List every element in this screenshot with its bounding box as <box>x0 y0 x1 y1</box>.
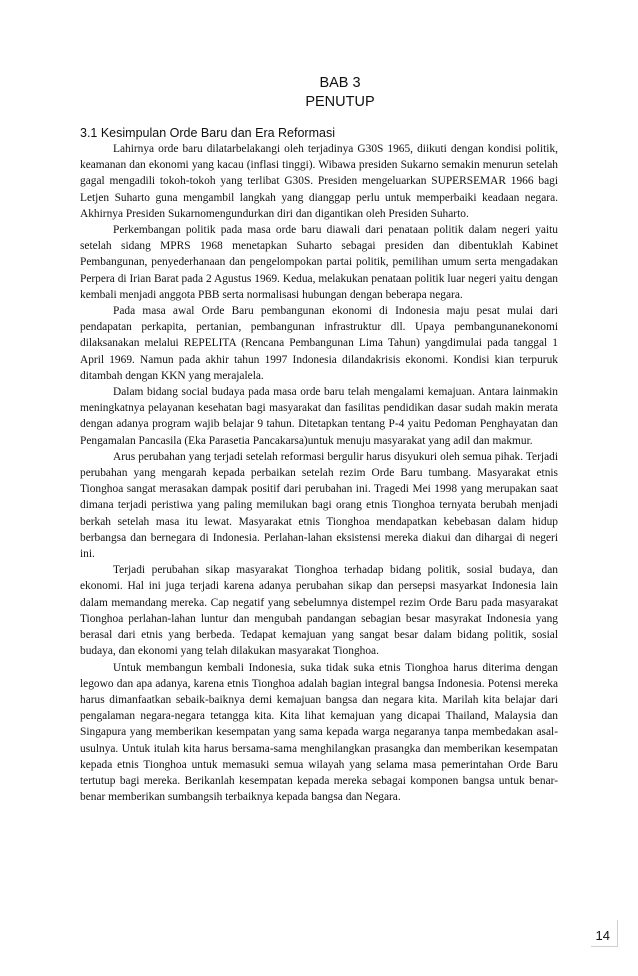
paragraph-social-cultural: Dalam bidang social budaya pada masa orde baru telah mengalami kemajuan. Antara lainmakin meningkatnya pelayanan kesehatan bagi masyarakat dan fasilitas pendidikan dasar sudah makin merata dengan adanya program wajib belajar 9 tahun. Ditetapkan tentang P-4 yaitu Pedoman Penghayatan dan Pengamalan Pancasila (Eka Parasetia Pancakarsa)untuk menuju masyarakat yang adil dan makmur. <box>80 386 558 447</box>
paragraph-orde-baru-origin: Lahirnya orde baru dilatarbelakangi oleh terjadinya G30S 1965, diikuti dengan kondisi politik, keamanan dan ekonomi yang kacau (inflasi tinggi). Wibawa presiden Sukarno semakin menurun setelah gagal mengadili tokoh-tokoh yang terlibat G30S. Presiden mengeluarkan SUPERSEMAR 1966 bagi Letjen Suharto guna mengambil langkah yang dianggap perlu untuk memperbaiki keadaan negara. Akhirnya Presiden Sukarnomengundurkan diri dan digantikan oleh Presiden Suharto. <box>80 143 558 220</box>
paragraph-reform-changes: Arus perubahan yang terjadi setelah reformasi bergulir harus disyukuri oleh semua pihak. Terjadi perubahan yang mengarah kepada perbaikan setelah rezim Orde Baru tumbang. Masyarakat etnis Tionghoa sangat merasakan dampak positif dari perubahan ini. Tragedi Mei 1998 yang merupakan saat dimana terjadi peristiwa yang paling memilukan bagi orang etnis Tionghoa ternyata berubah menjadi berkah setelah masa itu lewat. Masyarakat etnis Tionghoa mendapatkan kebebasan dalam hidup berbangsa dan bernegara di Indonesia. Perlahan-lahan eksistensi mereka diakui dan dihargai di negeri ini. <box>80 450 558 561</box>
paragraph-political-development: Perkembangan politik pada masa orde baru diawali dari penataan politik dalam negeri yaitu setelah sidang MPRS 1968 menetapkan Suharto sebagai presiden dan dibentuklah Kabinet Pembangunan, penyederhanaan dan pengelompokan partai politik, pemilihan umum serta mengadakan Perpera di Irian Barat pada 2 Agustus 1969. Kedua, melakukan penataan politik luar negeri yaitu dengan kembali menjadi anggota PBB serta normalisasi hubungan dengan beberapa negara. <box>80 224 558 301</box>
paragraph-attitude-changes: Terjadi perubahan sikap masyarakat Tionghoa terhadap bidang politik, sosial budaya, dan ekonomi. Hal ini juga terjadi karena adanya perubahan sikap dan persepsi masyarkat Indonesia lain dalam memandang mereka. Cap negatif yang sebelumnya distempel rezim Orde Baru pada masyarakat Tionghoa perlahan-lahan luntur dan mengubah pandangan sebagian besar masyrakat Indonesia yang berasal dari etnis yang berbeda. Tedapat kemajuan yang sangat besar dalam bidang politik, sosial budaya, dan ekonomi yang telah dilakukan masyarakat Tionghoa. <box>80 564 558 658</box>
section-title: 3.1 Kesimpulan Orde Baru dan Era Reformasi <box>80 126 335 140</box>
chapter-title: PENUTUP <box>305 94 375 110</box>
paragraph-economic-development: Pada masa awal Orde Baru pembangunan ekonomi di Indonesia maju pesat mulai dari pendapatan perkapita, pertanian, pembangunan infrastruktur dll. Upaya pembangunanekonomi dilaksanakan melalui REPELITA (Rencana Pembangunan Lima Tahun) yangdimulai pada tanggal 1 April 1969. Namun pada akhir tahun 1997 Indonesia dilandakrisis ekonomi. Kondisi kian terpuruk ditambah dengan KKN yang merajalela. <box>80 305 558 382</box>
body-text <box>80 141 558 805</box>
chapter-heading <box>0 74 638 112</box>
page-number: 14 <box>595 928 610 943</box>
chapter-label: BAB 3 <box>319 75 361 91</box>
paragraph-rebuilding-indonesia: Untuk membangun kembali Indonesia, suka tidak suka etnis Tionghoa harus diterima dengan legowo dan apa adanya, karena etnis Tionghoa adalah bagian integral bangsa Indonesia. Potensi mereka harus dimanfaatkan sebaik-baiknya demi kemajuan bangsa dan negara kita. Marilah kita belajar dari pengalaman negara-negara tetangga kita. Kita lihat kemajuan yang dicapai Thailand, Malaysia dan Singapura yang memberikan kesempatan yang sama kepada warga negaranya tanpa membedakan asal-usulnya. Untuk itulah kita harus bersama-sama menghilangkan prasangka dan memberikan kesempatan kepada etnis Tionghoa untuk memasuki semua wilayah yang selama masa pemerintahan Orde Baru tertutup bagi mereka. Berikanlah kesempatan kepada mereka sebagai komponen bangsa untuk benar-benar memberikan sumbangsih terbaiknya kepada bangsa dan Negara. <box>80 661 558 804</box>
